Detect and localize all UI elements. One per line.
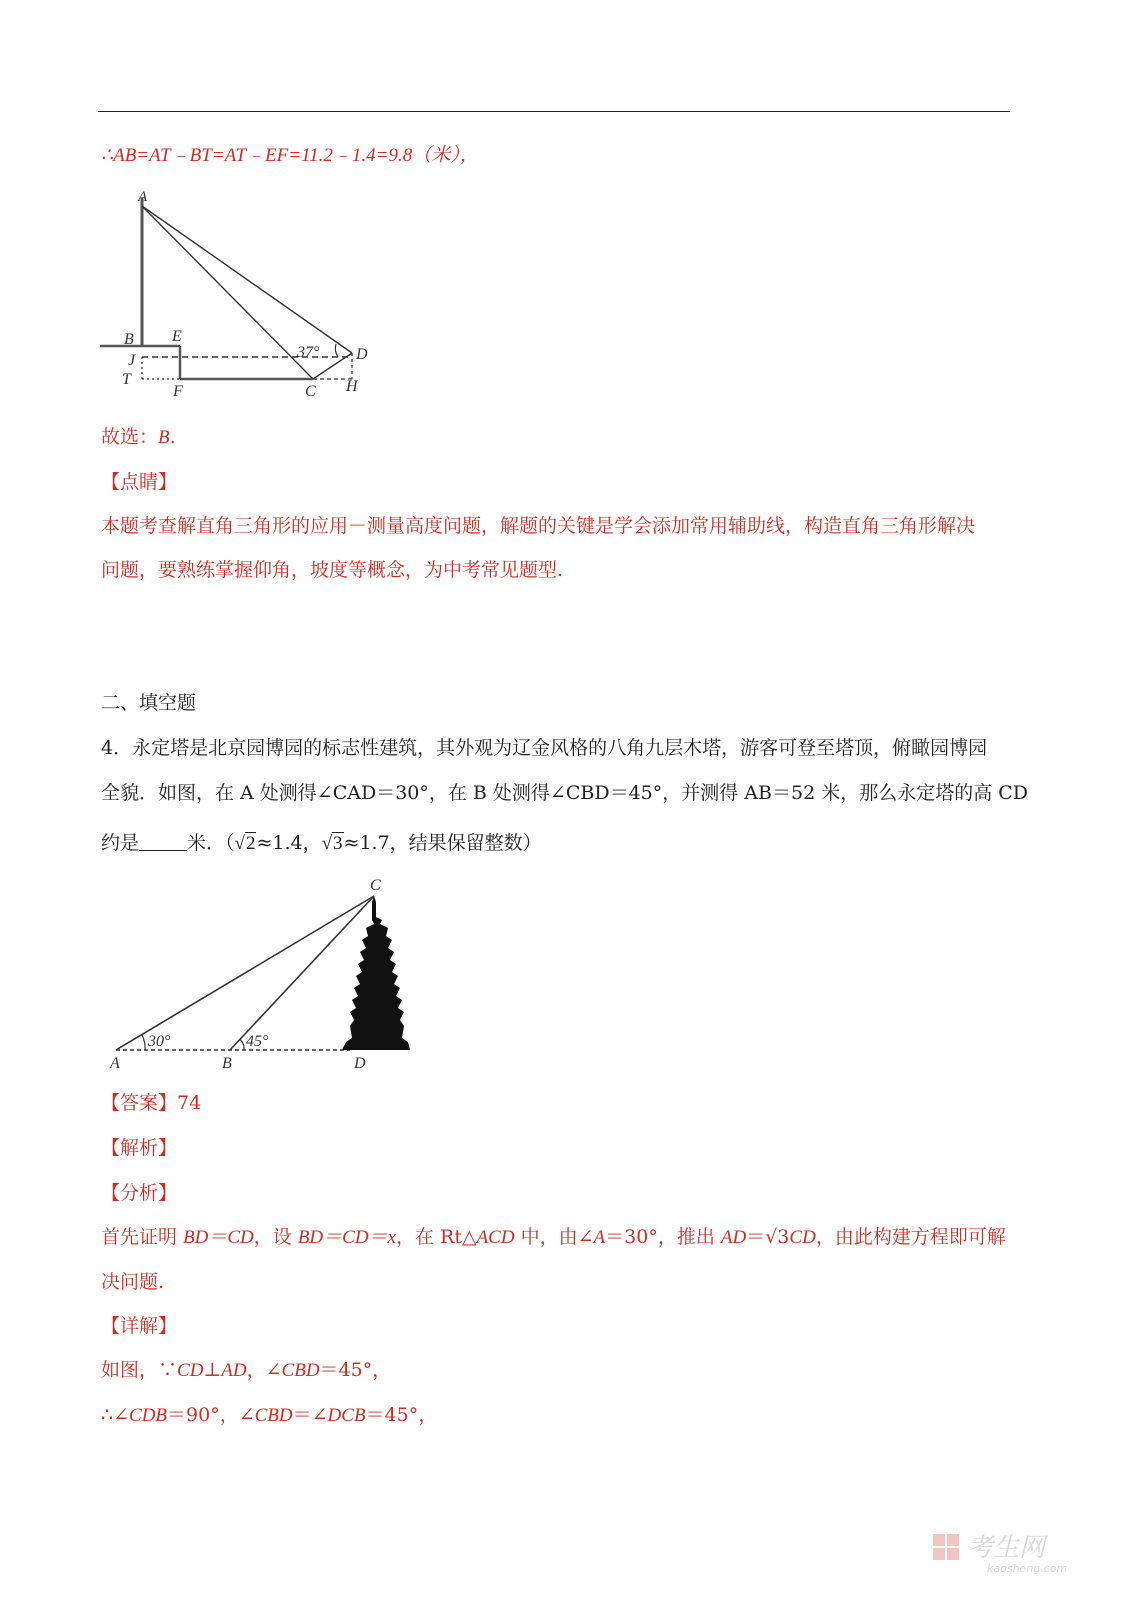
fenxi-math: BD＝CD [183, 1227, 254, 1248]
choice-prefix: 故选： [101, 426, 159, 448]
detail-math: AD [221, 1360, 247, 1381]
choice-line [101, 424, 176, 451]
fig1-label-f: F [173, 383, 183, 400]
detail-header: 【详解】 [101, 1315, 178, 1337]
q4-line-3 [101, 830, 542, 857]
section-title: 二、填空题 [101, 692, 197, 714]
comment-line-1: 本题考查解直角三角形的应用－测量高度问题，解题的关键是学会添加常用辅助线，构造直角三角形解决 [101, 515, 976, 537]
fenxi-text: ＝30°，推出 [605, 1226, 721, 1248]
q4-line3-d: ≈1.7，结果保留整数） [343, 832, 542, 854]
figure-2-diagram [100, 872, 420, 1072]
answer-blank [139, 832, 187, 851]
q4-line3-c: ≈1.4， [256, 832, 322, 854]
fenxi-math: ACD [476, 1227, 515, 1248]
fig1-label-j: J [128, 352, 136, 369]
fenxi-text: ，设 [253, 1226, 298, 1248]
analysis-header: 【解析】 [101, 1137, 178, 1159]
detail-math: CDB [129, 1405, 168, 1426]
fig2-angle-b: 45° [246, 1033, 269, 1050]
fig2-angle-a: 30° [148, 1033, 171, 1050]
comment-line-2: 问题，要熟练掌握仰角，坡度等概念，为中考常见题型. [101, 559, 564, 581]
fenxi-header: 【分析】 [101, 1182, 178, 1204]
sqrt-2: √2 [234, 833, 256, 854]
detail-text: ＝45°， [365, 1404, 438, 1426]
detail-math: CD [177, 1360, 204, 1381]
fig1-label-e: E [172, 328, 182, 345]
fenxi-text: ＝√3 [746, 1226, 790, 1248]
answer-line [101, 1090, 201, 1116]
header-rule [98, 111, 1010, 112]
fenxi-line-2: 决问题. [101, 1271, 165, 1293]
watermark-text: 考生网 [967, 1533, 1046, 1563]
fig1-label-a: A [138, 189, 148, 205]
sqrt-3: √3 [321, 833, 343, 854]
detail-text: ∴∠ [101, 1404, 130, 1426]
watermark-logo [931, 1526, 1091, 1576]
fig2-label-a: A [110, 1055, 120, 1072]
detail-text: ⊥ [203, 1359, 222, 1381]
q4-line-1: 4．永定塔是北京园博园的标志性建筑，其外观为辽金风格的八角九层木塔，游客可登至塔顶，俯瞰园博园 [101, 737, 988, 759]
fenxi-math: AD [720, 1227, 747, 1248]
detail-math: DCB [327, 1405, 366, 1426]
fenxi-text: ，由此构建方程即可解 [815, 1226, 1006, 1248]
fenxi-text: ，在 Rt△ [395, 1226, 477, 1248]
detail-text: 如图，∵ [101, 1359, 178, 1381]
watermark-url: kaosheng.com [987, 1562, 1068, 1575]
detail-line-1 [101, 1357, 391, 1384]
answer-value: 74 [177, 1092, 202, 1114]
fenxi-text: 中，由∠ [514, 1226, 594, 1248]
fenxi-math: A [593, 1227, 606, 1248]
choice-suffix: . [169, 426, 176, 448]
detail-text: ＝∠ [292, 1404, 328, 1426]
detail-math: CBD [254, 1405, 293, 1426]
fig2-label-b: B [222, 1055, 232, 1072]
fig1-label-c: C [305, 383, 316, 400]
fig1-label-t: T [122, 371, 131, 388]
detail-math: CBD [281, 1360, 320, 1381]
answer-header: 【答案】 [101, 1092, 178, 1114]
fenxi-line-1 [101, 1224, 1006, 1251]
fig1-label-d: D [356, 346, 368, 363]
fig1-angle-label: 37° [297, 344, 320, 361]
comment-header: 【点睛】 [101, 471, 178, 493]
choice-letter: B [158, 427, 170, 448]
q4-line3-b: 米．（ [187, 832, 235, 854]
fig2-label-c: C [370, 877, 381, 894]
fig1-label-b: B [124, 331, 134, 348]
fenxi-math: CD [789, 1227, 816, 1248]
detail-text: ＝45°， [319, 1359, 392, 1381]
fig1-label-h: H [346, 378, 358, 395]
figure-1-diagram [96, 186, 386, 402]
fig2-label-d: D [354, 1055, 366, 1072]
q4-line3-a: 约是 [101, 832, 140, 854]
detail-text: ＝90°，∠ [167, 1404, 255, 1426]
q4-line-2: 全貌．如图，在 A 处测得∠CAD＝30°，在 B 处测得∠CBD＝45°，并测得 AB＝52 米，那么永定塔的高 CD [101, 782, 1029, 804]
conclusion-line: ∴AB=AT﹣BT=AT﹣EF=11.2﹣1.4=9.8（米）， [101, 145, 479, 166]
fenxi-math: BD＝CD＝x [297, 1227, 396, 1248]
detail-line-2 [101, 1402, 437, 1429]
fenxi-text: 首先证明 [101, 1226, 184, 1248]
detail-text: ，∠ [246, 1359, 282, 1381]
